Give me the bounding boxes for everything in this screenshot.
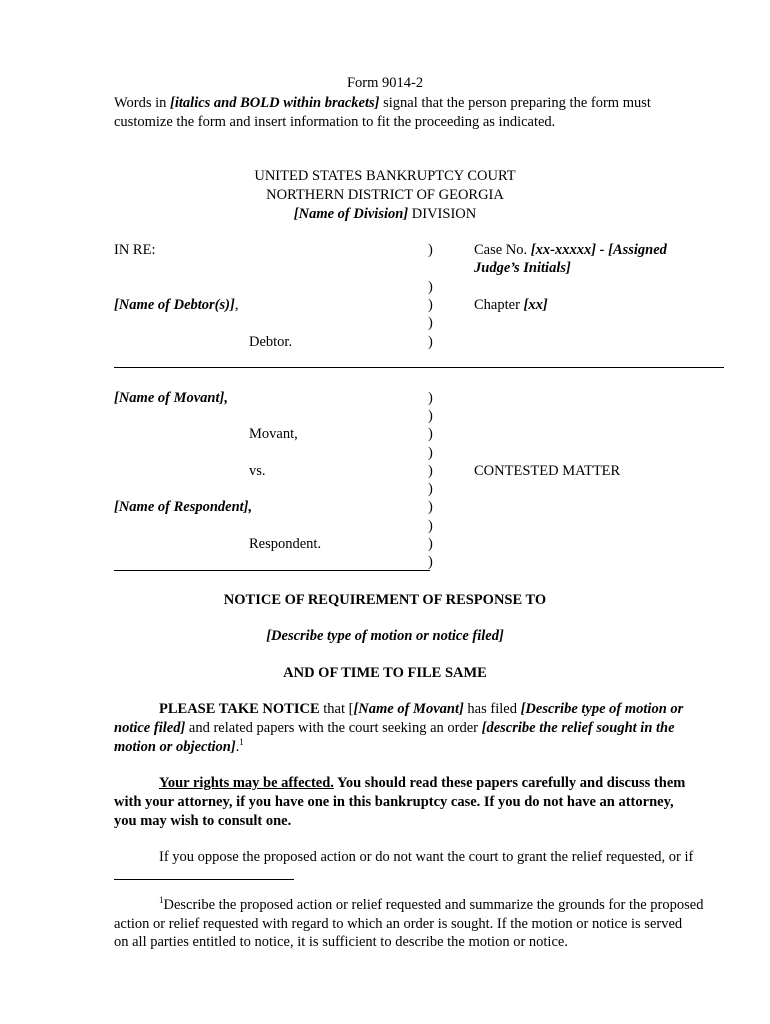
caption-paren: ) bbox=[428, 408, 433, 424]
caption-paren: ) bbox=[428, 518, 433, 534]
debtor-name-comma: , bbox=[234, 297, 239, 313]
caption-paren: ) bbox=[428, 242, 433, 258]
caption-paren: ) bbox=[428, 279, 433, 295]
footnote-ref: 1 bbox=[239, 737, 244, 748]
instructions-text-a: Words in bbox=[114, 95, 171, 111]
instructions-text-c: signal that the person preparing the form must bbox=[379, 95, 651, 111]
motion-type-inline: [Describe type of motion or bbox=[520, 701, 684, 717]
please-take-notice: PLEASE TAKE NOTICE bbox=[159, 701, 320, 717]
debtor-name bbox=[114, 296, 238, 314]
debtor-label: Debtor. bbox=[249, 334, 293, 350]
caption-paren: ) bbox=[428, 481, 433, 497]
p1-text: and related papers with the court seeking an order bbox=[185, 720, 482, 736]
caption-paren: ) bbox=[428, 536, 433, 552]
notice-filed-inline: notice filed] bbox=[114, 720, 186, 736]
debtor-name-value: [Name of Debtor(s)] bbox=[114, 297, 235, 313]
footnote-line-3: on all parties entitled to notice, it is sufficient to describe the motion or notice. bbox=[114, 934, 568, 950]
p1-period: . bbox=[235, 739, 240, 755]
movant-placeholder: [Name of Movant] bbox=[353, 701, 464, 717]
form-number: Form 9014-2 bbox=[346, 75, 424, 91]
p1-text: has filed bbox=[463, 701, 521, 717]
caption-paren: ) bbox=[428, 297, 433, 313]
caption-paren: ) bbox=[428, 554, 433, 570]
in-re-label: IN RE: bbox=[114, 242, 156, 258]
notice-title-line3: AND OF TIME TO FILE SAME bbox=[283, 665, 487, 681]
case-number-value-line2: Judge’s Initials] bbox=[474, 260, 571, 276]
court-name: UNITED STATES BANKRUPTCY COURT bbox=[254, 168, 516, 184]
chapter-value: [xx] bbox=[523, 297, 548, 313]
division-name: [Name of Division] bbox=[293, 206, 409, 222]
footnote-line-1 bbox=[159, 896, 703, 914]
instructions-line-2: customize the form and insert information to fit the proceeding as indicated. bbox=[114, 114, 556, 130]
case-number-value: [xx-xxxxx] - [Assigned bbox=[530, 242, 667, 258]
p2-text: You should read these papers carefully and discuss them bbox=[333, 775, 686, 791]
movant-name: [Name of Movant], bbox=[114, 390, 228, 406]
caption-divider bbox=[114, 367, 724, 368]
paragraph-3-line-1: If you oppose the proposed action or do not want the court to grant the relief requested, or if bbox=[159, 849, 694, 865]
motion-type-placeholder: [Describe type of motion or notice filed] bbox=[266, 628, 504, 644]
instructions-line-1 bbox=[114, 94, 651, 112]
respondent-label: Respondent. bbox=[249, 536, 322, 552]
footnote-line-2: action or relief requested with regard to which an order is sought. If the motion or notice is served bbox=[114, 916, 683, 932]
paragraph-2-line-1 bbox=[159, 774, 685, 792]
caption-paren: ) bbox=[428, 499, 433, 515]
caption-bottom-rule bbox=[114, 570, 430, 571]
case-number bbox=[474, 241, 667, 259]
paragraph-1-line-3 bbox=[114, 738, 244, 756]
caption-paren: ) bbox=[428, 315, 433, 331]
caption-paren: ) bbox=[428, 390, 433, 406]
motion-or-objection: motion or objection] bbox=[114, 739, 236, 755]
movant-label: Movant, bbox=[249, 426, 298, 442]
court-district: NORTHERN DISTRICT OF GEORGIA bbox=[266, 187, 504, 203]
respondent-name: [Name of Respondent], bbox=[114, 499, 253, 515]
relief-placeholder: [describe the relief sought in the bbox=[481, 720, 675, 736]
p1-text: that [ bbox=[319, 701, 354, 717]
chapter bbox=[474, 296, 548, 314]
paragraph-1-line-2 bbox=[114, 719, 675, 737]
chapter-label: Chapter bbox=[474, 297, 524, 313]
case-number-label: Case No. bbox=[474, 242, 531, 258]
footnote-mark: 1 bbox=[159, 895, 164, 906]
division-word: DIVISION bbox=[408, 206, 477, 222]
footnote-rule bbox=[114, 879, 294, 880]
caption-paren: ) bbox=[428, 445, 433, 461]
paragraph-1-line-1 bbox=[159, 700, 683, 718]
caption-paren: ) bbox=[428, 463, 433, 479]
rights-affected: Your rights may be affected. bbox=[159, 775, 334, 791]
paragraph-2-line-3: you may wish to consult one. bbox=[114, 813, 292, 829]
court-division bbox=[0, 205, 770, 223]
caption-paren: ) bbox=[428, 426, 433, 442]
notice-title: NOTICE OF REQUIREMENT OF RESPONSE TO bbox=[223, 592, 547, 608]
instructions-text-b: [italics and BOLD within brackets] bbox=[170, 95, 380, 111]
footnote-text-1: Describe the proposed action or relief requested and summarize the grounds for the proposed bbox=[163, 897, 704, 913]
contested-matter-label: CONTESTED MATTER bbox=[474, 463, 621, 479]
caption-paren: ) bbox=[428, 334, 433, 350]
paragraph-2-line-2: with your attorney, if you have one in this bankruptcy case. If you do not have an attorney, bbox=[114, 794, 674, 810]
vs-label: vs. bbox=[249, 463, 266, 479]
